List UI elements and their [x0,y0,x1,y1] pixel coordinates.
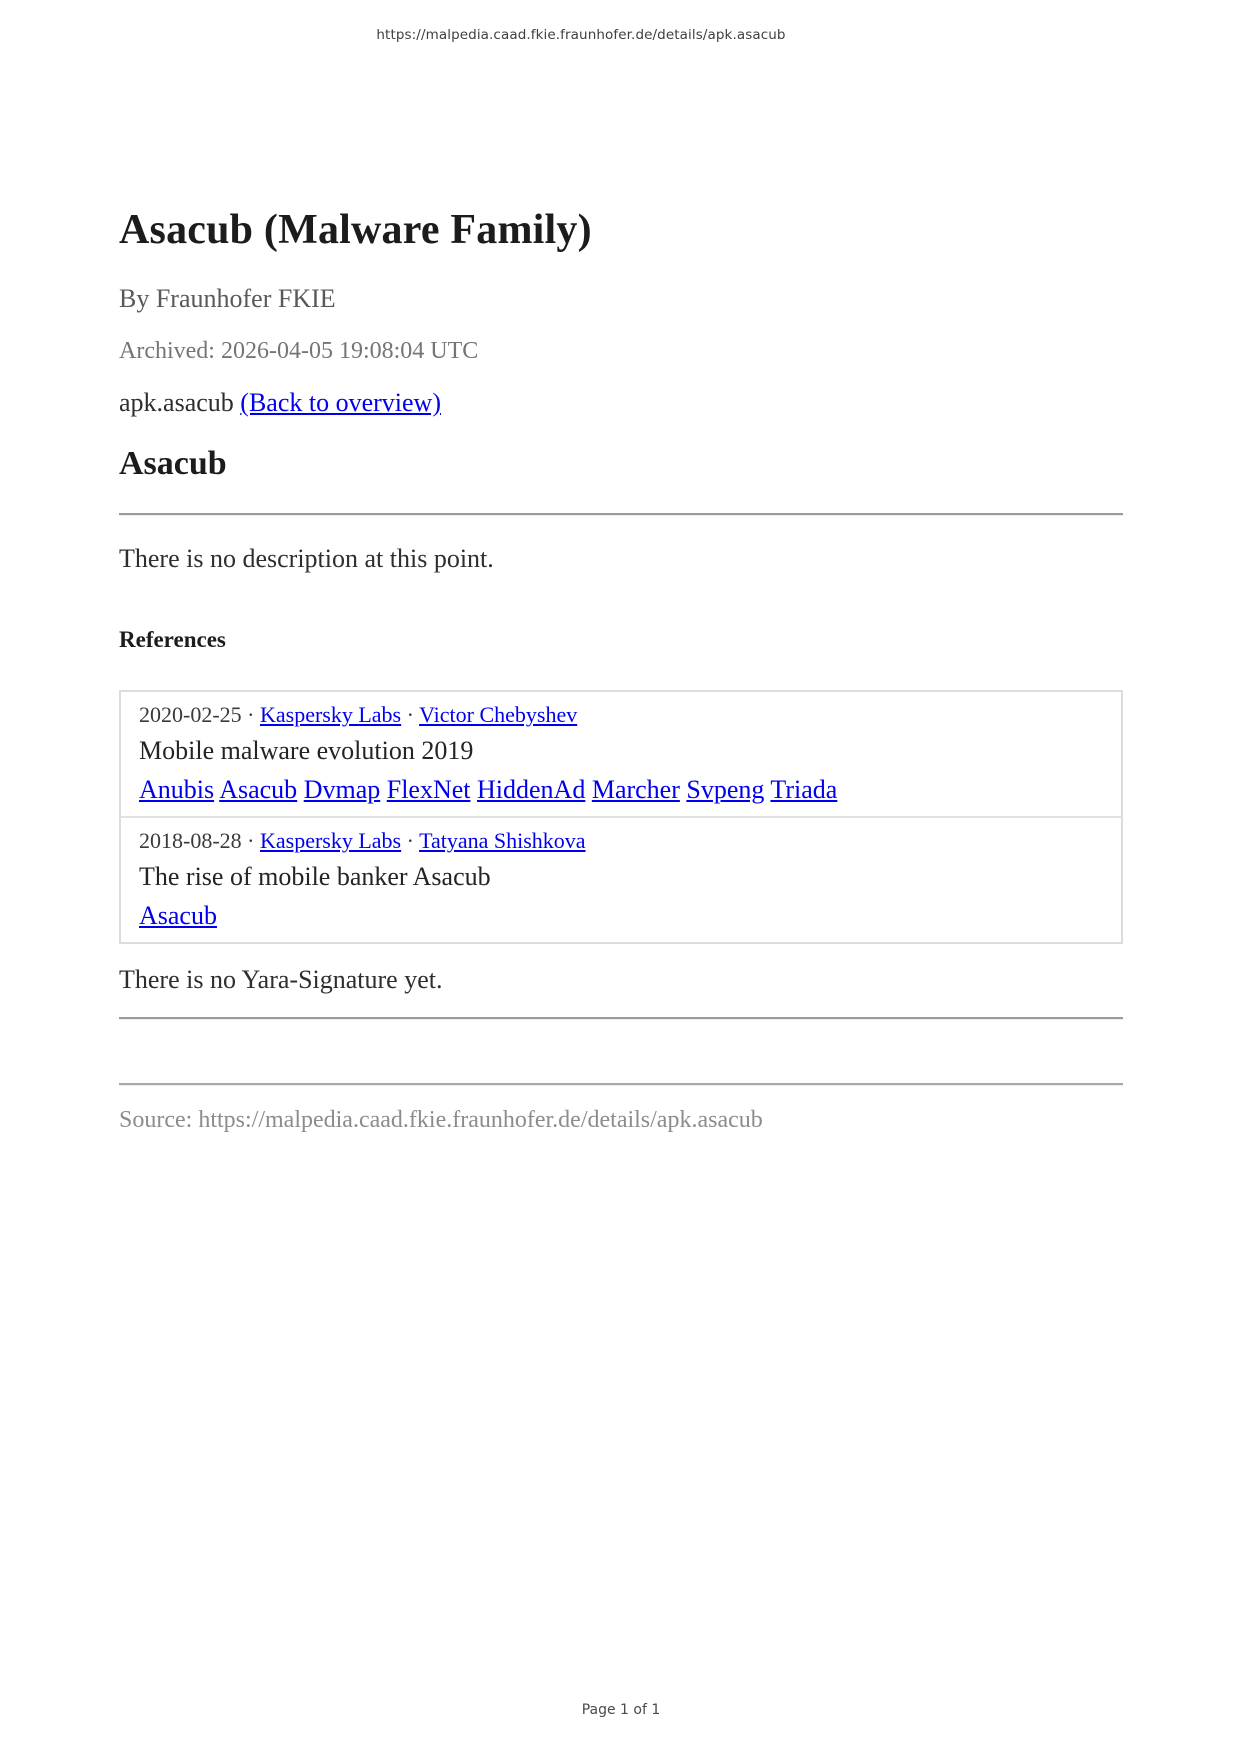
reference-item [121,692,1121,816]
family-link[interactable]: Dvmap [303,775,381,804]
back-to-overview-link[interactable]: (Back to overview) [240,388,441,417]
section-divider [119,513,1123,516]
reference-family-links [139,900,1103,932]
reference-org-link[interactable]: Kaspersky Labs [259,828,402,853]
print-header-url: https://malpedia.caad.fkie.fraunhofer.de/details/apk.asacub [376,27,786,43]
archived-timestamp: Archived: 2026-04-05 19:08:04 UTC [119,338,479,364]
family-link[interactable]: Asacub [219,775,298,804]
references-list [119,690,1123,944]
family-link[interactable]: HiddenAd [477,775,586,804]
page-title: Asacub (Malware Family) [119,207,592,253]
meta-separator: · [406,828,414,853]
source-line: Source: https://malpedia.caad.fkie.fraunhofer.de/details/apk.asacub [119,1107,763,1133]
reference-meta [139,702,1103,728]
family-id: apk.asacub [119,388,234,417]
family-heading: Asacub [119,445,227,482]
reference-item [121,816,1121,942]
article-body [119,0,1123,1756]
page-number: Page 1 of 1 [581,1702,661,1718]
description-text: There is no description at this point. [119,544,494,573]
reference-author-link[interactable]: Tatyana Shishkova [419,828,586,853]
yara-signature-note: There is no Yara-Signature yet. [119,965,443,994]
reference-date: 2020-02-25 [139,702,242,727]
family-link[interactable]: Anubis [139,775,215,804]
family-link[interactable]: FlexNet [386,775,471,804]
section-divider [119,1017,1123,1020]
meta-separator: · [247,828,255,853]
reference-title: The rise of mobile banker Asacub [139,862,491,891]
reference-meta [139,828,1103,854]
reference-family-links [139,774,1103,806]
reference-title: Mobile malware evolution 2019 [139,736,474,765]
reference-org-link[interactable]: Kaspersky Labs [259,702,402,727]
meta-separator: · [406,702,414,727]
family-link[interactable]: Marcher [591,775,680,804]
byline: By Fraunhofer FKIE [119,284,336,313]
family-link[interactable]: Svpeng [686,775,765,804]
family-id-line [119,389,441,418]
references-heading: References [119,627,226,652]
reference-date: 2018-08-28 [139,828,242,853]
family-link[interactable]: Triada [770,775,838,804]
family-link[interactable]: Asacub [139,901,217,930]
footer-divider [119,1083,1123,1086]
meta-separator: · [247,702,255,727]
reference-author-link[interactable]: Victor Chebyshev [419,702,578,727]
